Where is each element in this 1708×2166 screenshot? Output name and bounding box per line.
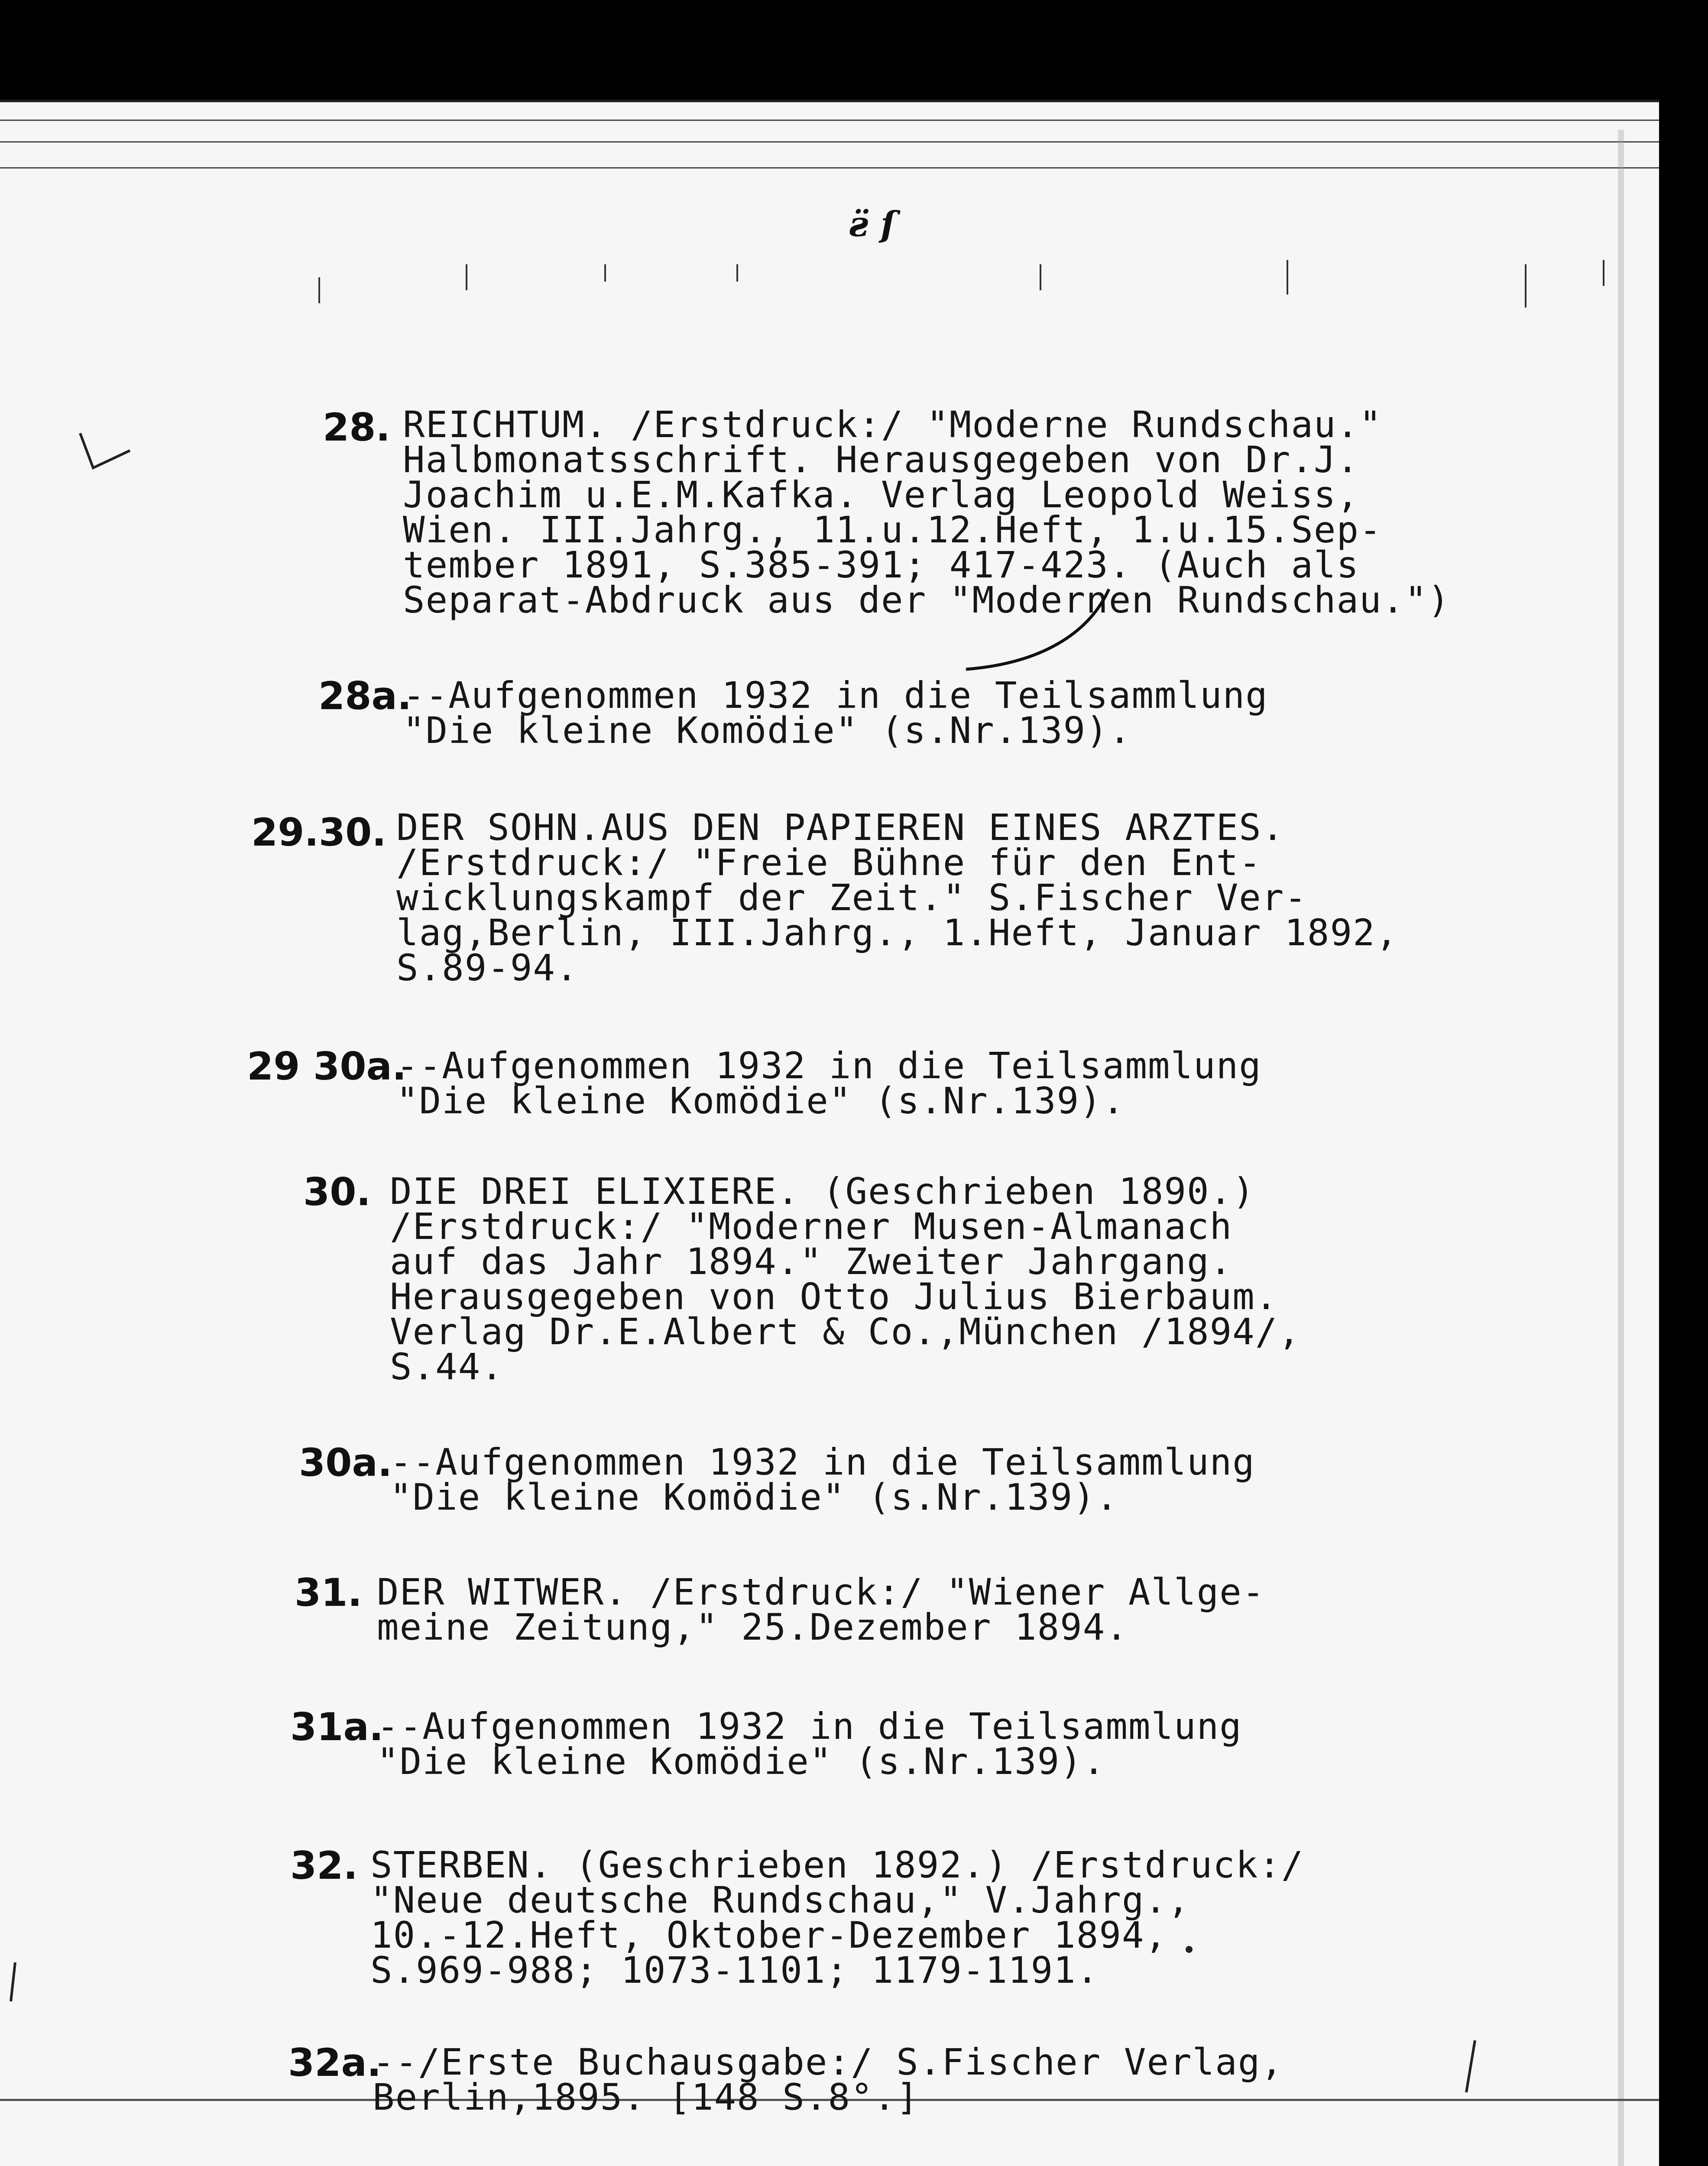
entry-line: --/Erste Buchausgabe:/ S.Fischer Verlag, — [373, 2041, 1283, 2083]
checkmark-icon — [80, 433, 130, 468]
entry-number: 32. — [290, 1843, 358, 1888]
entry-line: Joachim u.E.M.Kafka. Verlag Leopold Weiss, — [403, 473, 1360, 516]
entry-line: DIE DREI ELIXIERE. (Geschrieben 1890.) — [390, 1170, 1255, 1213]
entry-line: --Aufgenommen 1932 in die Teilsammlung — [403, 674, 1268, 717]
entry-line: REICHTUM. /Erstdruck:/ "Moderne Rundschau." — [403, 403, 1382, 446]
entry-line: Wien. III.Jahrg., 11.u.12.Heft, 1.u.15.Sep- — [403, 509, 1382, 551]
entry-line: DER SOHN.AUS DEN PAPIEREN EINES ARZTES. — [396, 806, 1285, 849]
entry-line: /Erstdruck:/ "Moderner Musen-Almanach — [390, 1205, 1233, 1248]
entry-line: Verlag Dr.E.Albert & Co.,München /1894/, — [390, 1310, 1301, 1353]
entry-number: 32a. — [288, 2040, 382, 2085]
entry-line: Halbmonatsschrift. Herausgegeben von Dr.J. — [403, 438, 1360, 481]
dot-mark-icon — [1186, 1946, 1193, 1953]
entry-line: tember 1891, S.385-391; 417-423. (Auch als — [403, 544, 1360, 586]
entry-line: S.969-988; 1073-1101; 1179-1191. — [370, 1949, 1099, 1991]
entry-line: /Erstdruck:/ "Freie Bühne für den Ent- — [396, 841, 1262, 884]
entry-line: Herausgegeben von Otto Julius Bierbaum. — [390, 1275, 1278, 1318]
entry-number: 31a. — [290, 1705, 384, 1749]
header-mark: ƨ̈ ſ — [849, 204, 896, 244]
entry-line: S.44. — [390, 1346, 504, 1388]
entry-line: "Die kleine Komödie" (s.Nr.139). — [403, 709, 1132, 752]
entry-number: 31. — [295, 1570, 362, 1615]
entry-line: lag,Berlin, III.Jahrg., 1.Heft, Januar 1892, — [396, 911, 1399, 954]
entry-line: "Die kleine Komödie" (s.Nr.139). — [377, 1740, 1106, 1783]
margin-mark-icon — [1466, 2040, 1475, 2092]
entry-line: wicklungskampf der Zeit." S.Fischer Ver- — [396, 876, 1307, 919]
entry-line: "Neue deutsche Rundschau," V.Jahrg., — [370, 1879, 1190, 1921]
entry-number: 28a. — [318, 674, 412, 718]
entry-line: Berlin,1895. [148 S.8°.] — [373, 2076, 919, 2118]
entry-line: meine Zeitung," 25.Dezember 1894. — [377, 1606, 1128, 1648]
entry-line: DER WITWER. /Erstdruck:/ "Wiener Allge- — [377, 1571, 1265, 1613]
entry-number: 29 30a. — [247, 1044, 407, 1089]
entry-line: STERBEN. (Geschrieben 1892.) /Erstdruck:/ — [370, 1844, 1304, 1886]
entry-line: "Die kleine Komödie" (s.Nr.139). — [396, 1080, 1125, 1122]
entry-number: 29.30. — [251, 810, 386, 855]
entry-line: --Aufgenommen 1932 in die Teilsammlung — [390, 1441, 1255, 1483]
pen-stroke-icon — [966, 589, 1109, 669]
entry-line: "Die kleine Komödie" (s.Nr.139). — [390, 1476, 1119, 1518]
entry-line: --Aufgenommen 1932 in die Teilsammlung — [396, 1044, 1262, 1087]
entry-number: 30. — [303, 1170, 371, 1214]
entry-number: 30a. — [299, 1440, 392, 1485]
entry-line: 10.-12.Heft, Oktober-Dezember 1894, — [370, 1914, 1168, 1956]
entry-line: S.89-94. — [396, 947, 579, 989]
entry-number: 28. — [323, 405, 390, 450]
entry-line: Separat-Abdruck aus der "Modernen Rundschau.") — [403, 579, 1451, 621]
margin-mark-icon — [11, 1962, 15, 2001]
entry-line: auf das Jahr 1894." Zweiter Jahrgang. — [390, 1240, 1233, 1283]
entry-line: --Aufgenommen 1932 in die Teilsammlung — [377, 1705, 1242, 1748]
